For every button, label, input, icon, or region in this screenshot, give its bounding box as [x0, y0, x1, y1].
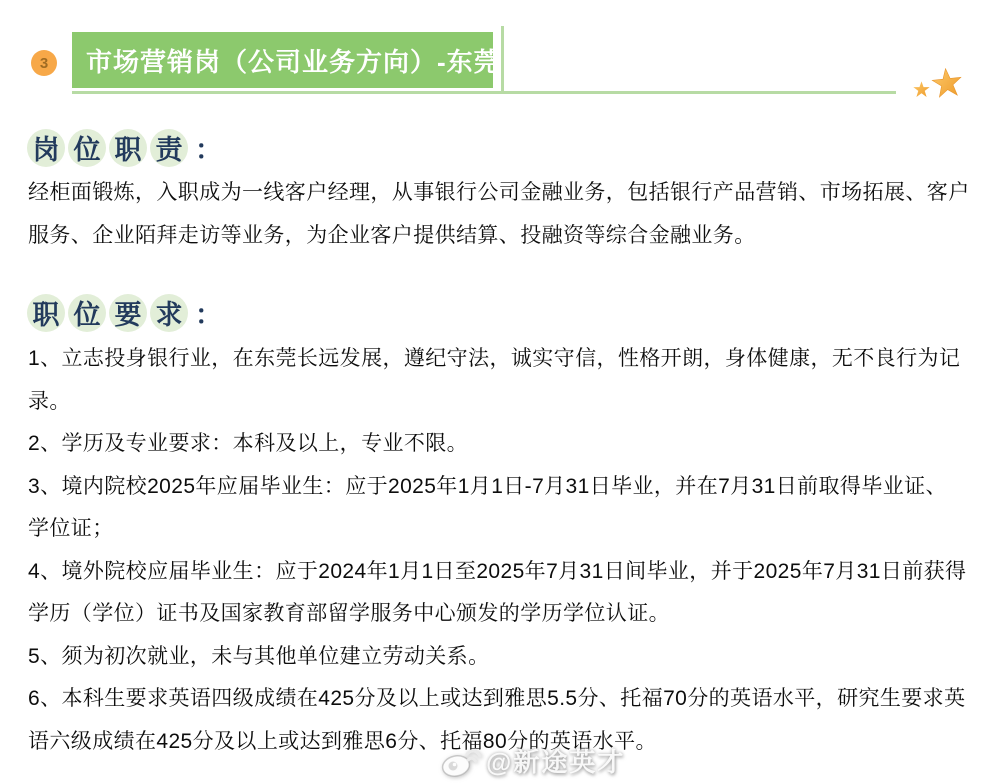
heading-char: 责 — [155, 135, 183, 165]
text-line: 经柜面锻炼，入职成为一线客户经理，从事银行公司金融业务，包括银行产品营销、市场拓展、客户 — [28, 181, 970, 204]
heading-char: 要 — [114, 300, 142, 330]
requirement-line: 6、本科生要求英语四级成绩在425分及以上或达到雅思5.5分、托福70分的英语水平，研究生要求英 — [28, 687, 966, 710]
requirement-line: 4、境外院校应届毕业生：应于2024年1月1日至2025年7月31日间毕业，并于2025年7月31日前获得 — [28, 559, 967, 583]
heading-char-circle — [109, 129, 147, 167]
text-line: 服务、企业陌拜走访等业务，为企业客户提供结算、投融资等综合金融业务。 — [28, 223, 756, 247]
watermark-text: @新途英才 — [486, 747, 626, 777]
badge-number: 3 — [39, 54, 49, 72]
heading-char-circle — [150, 294, 188, 332]
heading-char-circle — [68, 294, 106, 332]
heading-char-circle — [109, 294, 147, 332]
large-star-icon — [931, 67, 964, 100]
requirement-line: 学位证； — [28, 517, 114, 540]
heading-char-circle — [27, 129, 65, 167]
requirement-line: 2、学历及专业要求：本科及以上，专业不限。 — [28, 432, 469, 455]
requirement-line: 语六级成绩在425分及以上或达到雅思6分、托福80分的英语水平。 — [28, 729, 657, 753]
heading-char: 岗 — [32, 135, 60, 165]
section-heading-responsibilities — [27, 128, 222, 167]
heading-char: 职 — [114, 135, 142, 165]
requirement-line: 录。 — [28, 389, 71, 413]
weibo-logo-icon — [440, 744, 482, 778]
heading-char-circle — [68, 129, 106, 167]
banner-accent-vertical-line — [501, 26, 504, 92]
requirement-line: 学历（学位）证书及国家教育部留学服务中心颁发的学历学位认证。 — [28, 602, 670, 625]
number-badge — [31, 50, 57, 76]
job-title-banner — [72, 32, 501, 88]
heading-char-circle — [150, 129, 188, 167]
heading-colon: ： — [195, 135, 222, 165]
requirement-line: 5、须为初次就业，未与其他单位建立劳动关系。 — [28, 644, 490, 668]
requirements-list — [28, 338, 993, 763]
requirement-line: 1、立志投身银行业，在东莞长远发展，遵纪守法，诚实守信，性格开朗，身体健康，无不良行为记 — [28, 347, 961, 370]
job-title: 市场营销岗（公司业务方向）-东莞 — [86, 46, 501, 77]
heading-char: 求 — [155, 300, 183, 330]
section-heading-requirements — [27, 293, 222, 332]
requirement-line: 3、境内院校2025年应届毕业生：应于2025年1月1日-7月31日毕业，并在7月31日前取得毕业证、 — [28, 474, 947, 498]
heading-char-circle — [27, 294, 65, 332]
heading-char: 职 — [32, 300, 60, 330]
banner-accent-horizontal-line — [72, 91, 896, 94]
responsibilities-text — [28, 172, 993, 257]
small-star-icon — [913, 81, 930, 98]
watermark — [440, 742, 625, 779]
heading-char: 位 — [73, 135, 101, 165]
heading-colon: ： — [195, 300, 222, 330]
heading-char: 位 — [73, 300, 101, 330]
